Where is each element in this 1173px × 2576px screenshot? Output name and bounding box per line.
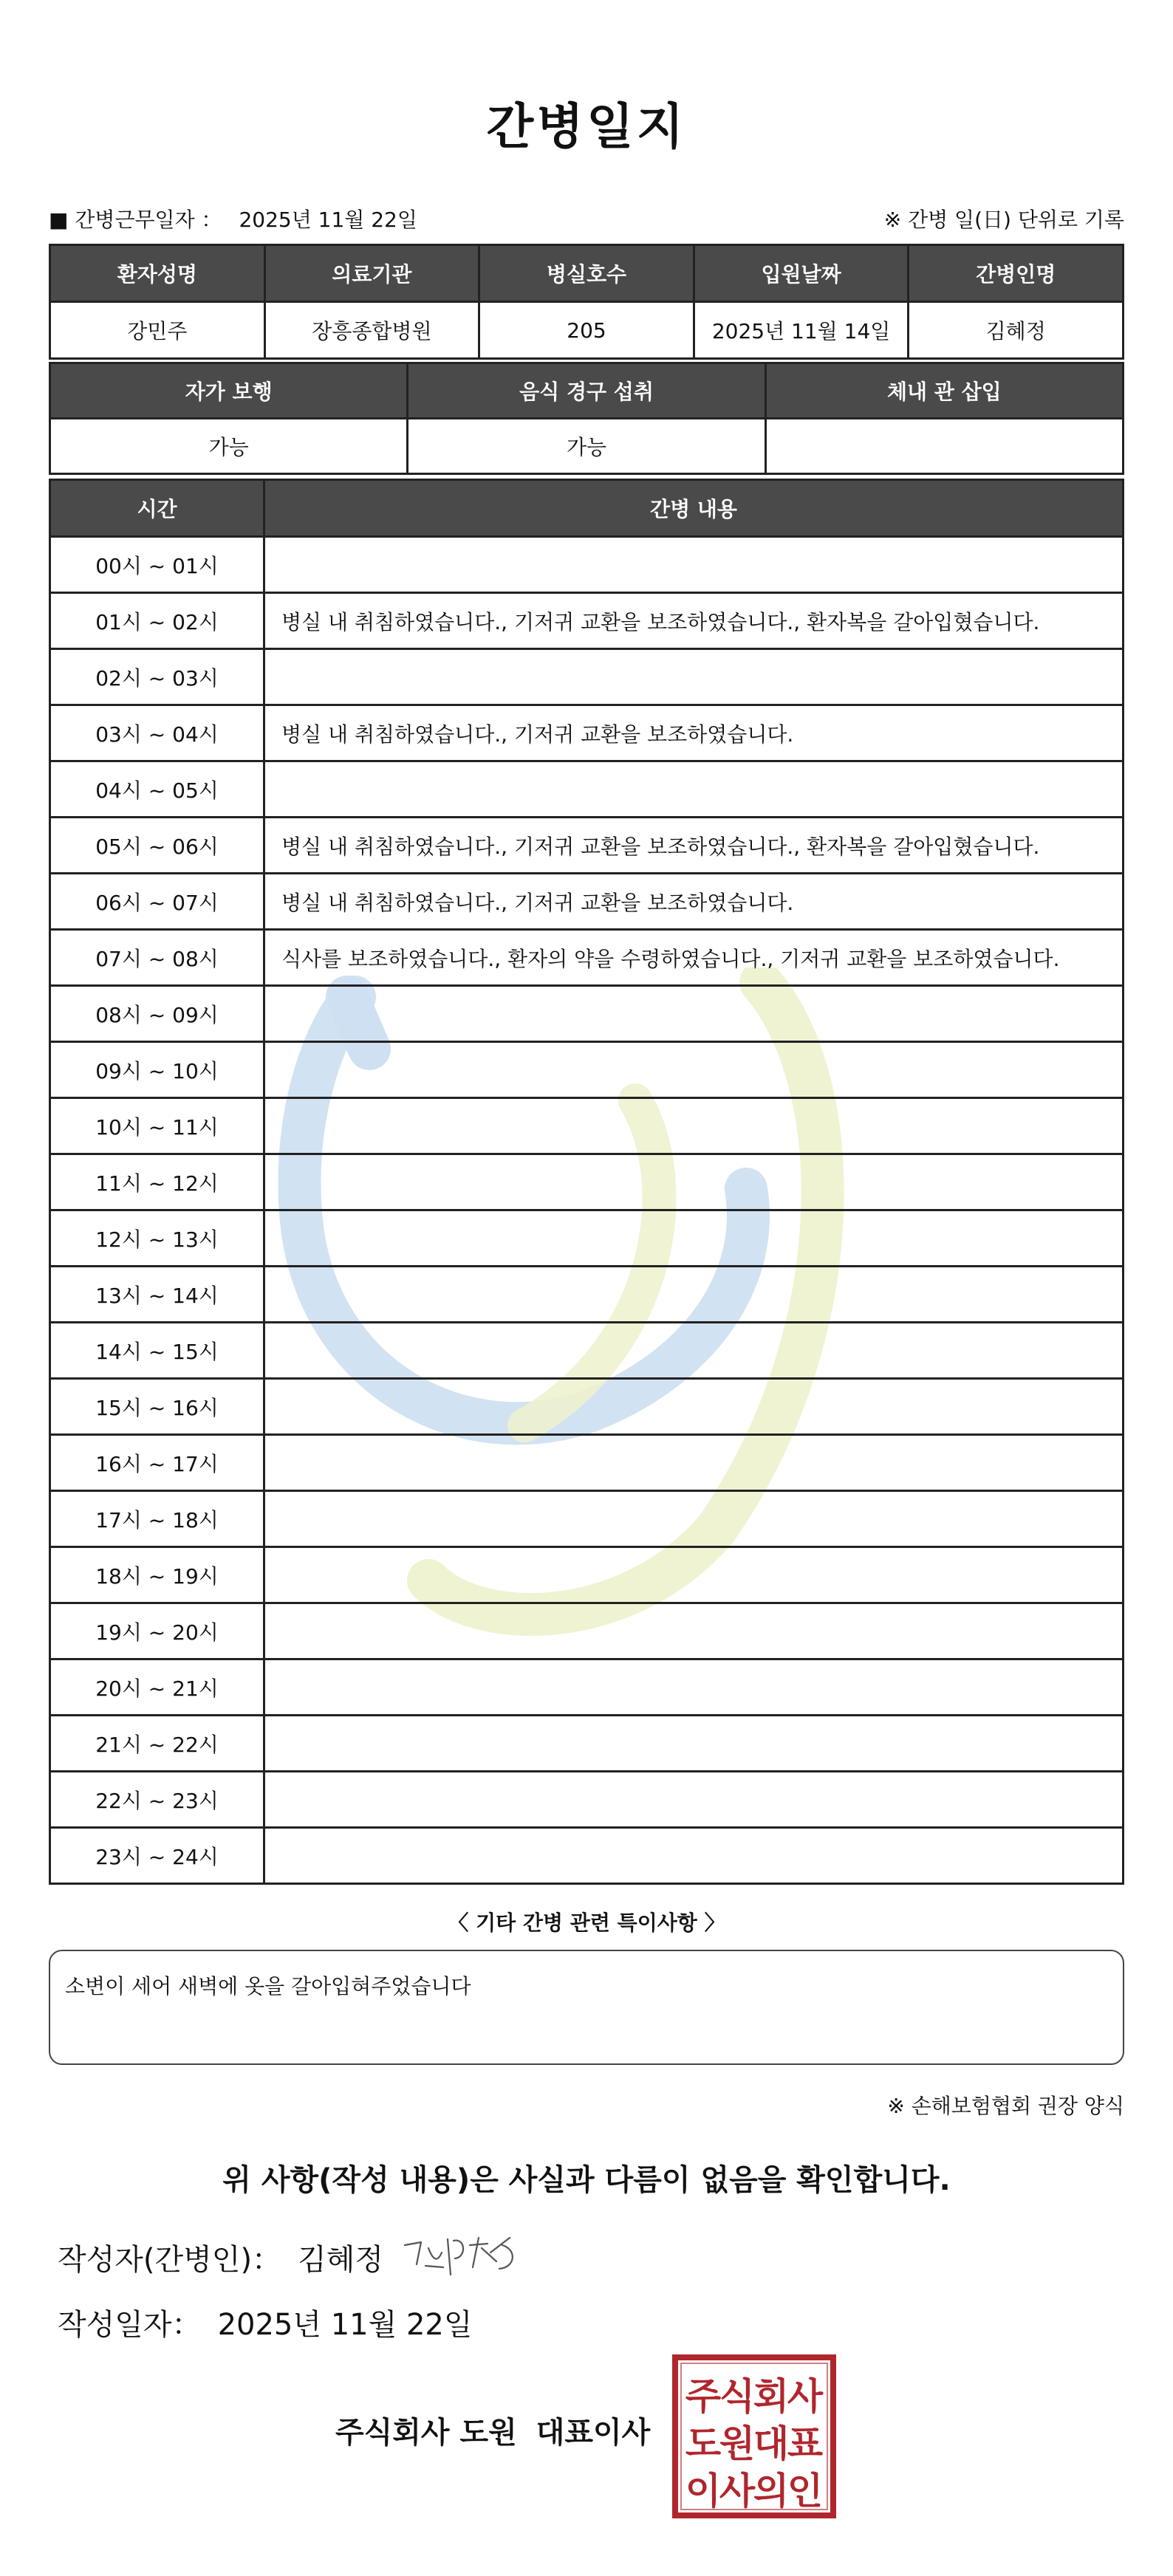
company-name: 주식회사 도원 xyxy=(335,2416,517,2450)
hospital-name: 장흥종합병원 xyxy=(264,302,479,359)
company-signoff xyxy=(335,2409,650,2451)
patient-info-header-row xyxy=(50,245,1124,302)
care-log-time: 20시 ~ 21시 xyxy=(50,1659,264,1716)
care-log-content xyxy=(264,1435,1124,1491)
care-log-header-row xyxy=(50,480,1124,537)
notes-text: 소변이 세어 새벽에 옷을 갈아입혀주었습니다 xyxy=(65,1974,471,1998)
care-log-content xyxy=(264,1098,1124,1154)
care-log-row xyxy=(50,1323,1124,1379)
care-log-row xyxy=(50,761,1124,818)
care-log-time: 13시 ~ 14시 xyxy=(50,1267,264,1323)
care-log-table xyxy=(49,479,1124,1885)
seal-character: 표 xyxy=(787,2422,824,2465)
care-log-row xyxy=(50,1154,1124,1210)
record-unit-note: ※ 간병 일(日) 단위로 기록 xyxy=(883,208,1124,232)
company-seal-stamp xyxy=(671,2353,838,2520)
room-number: 205 xyxy=(479,302,694,359)
care-log-row xyxy=(50,705,1124,761)
care-log-content xyxy=(264,537,1124,593)
care-log-row xyxy=(50,1547,1124,1603)
care-log-row xyxy=(50,1210,1124,1267)
care-log-row xyxy=(50,1603,1124,1659)
care-log-content xyxy=(264,1379,1124,1435)
header-time: 시간 xyxy=(50,480,264,537)
care-log-content xyxy=(264,1323,1124,1379)
care-log-content xyxy=(264,986,1124,1042)
care-log-content xyxy=(264,1659,1124,1716)
care-log-content xyxy=(264,1154,1124,1210)
writer-label: 작성자(간병인)： xyxy=(58,2243,282,2277)
company-representative: 대표이사 xyxy=(536,2416,651,2450)
care-log-row xyxy=(50,649,1124,705)
care-log-row xyxy=(50,1267,1124,1323)
care-log-content xyxy=(264,761,1124,818)
care-log-content xyxy=(264,1491,1124,1547)
care-log-row xyxy=(50,537,1124,593)
admission-date: 2025년 11월 14일 xyxy=(694,302,909,359)
care-log-row xyxy=(50,1098,1124,1154)
seal-character: 식 xyxy=(719,2375,756,2418)
care-log-content xyxy=(264,1547,1124,1603)
condition-value-row xyxy=(50,419,1124,474)
care-log-time: 03시 ~ 04시 xyxy=(50,705,264,761)
seal-character: 사 xyxy=(787,2375,824,2418)
self-walking-value: 가능 xyxy=(50,419,408,474)
patient-info-table xyxy=(49,244,1124,360)
confirmation-statement: 위 사항(작성 내용)은 사실과 다름이 없음을 확인합니다. xyxy=(222,2163,951,2197)
care-log-time: 09시 ~ 10시 xyxy=(50,1042,264,1098)
care-log-time: 23시 ~ 24시 xyxy=(50,1828,264,1884)
caregiver-name: 김혜정 xyxy=(909,302,1124,359)
care-log-time: 16시 ~ 17시 xyxy=(50,1435,264,1491)
care-log-row xyxy=(50,593,1124,649)
work-date-label: ■ 간병근무일자 ： xyxy=(49,208,222,232)
seal-character: 주 xyxy=(685,2375,722,2418)
care-log-row xyxy=(50,874,1124,930)
written-date-line xyxy=(58,2301,473,2343)
work-date-value: 2025년 11월 22일 xyxy=(239,208,417,232)
care-log-row xyxy=(50,1379,1124,1435)
seal-character: 인 xyxy=(787,2470,824,2512)
care-log-content: 병실 내 취침하였습니다., 기저귀 교환을 보조하였습니다. xyxy=(264,874,1124,930)
seal-character: 의 xyxy=(753,2470,790,2512)
care-log-content xyxy=(264,1772,1124,1828)
notes-box xyxy=(49,1950,1124,2065)
care-log-time: 11시 ~ 12시 xyxy=(50,1154,264,1210)
care-log-time: 05시 ~ 06시 xyxy=(50,818,264,874)
care-log-time: 01시 ~ 02시 xyxy=(50,593,264,649)
care-log-content xyxy=(264,1716,1124,1772)
oral-intake-value: 가능 xyxy=(408,419,765,474)
care-log-content xyxy=(264,649,1124,705)
header-patient-name: 환자성명 xyxy=(50,245,265,302)
document-title: 간병일지 xyxy=(486,98,687,155)
recommended-form-note: ※ 손해보험협회 권장 양식 xyxy=(887,2094,1124,2118)
care-log-time: 18시 ~ 19시 xyxy=(50,1547,264,1603)
care-log-time: 15시 ~ 16시 xyxy=(50,1379,264,1435)
written-date-value: 2025년 11월 22일 xyxy=(217,2308,473,2342)
care-log-content xyxy=(264,1828,1124,1884)
seal-character: 대 xyxy=(753,2422,790,2465)
care-log-time: 06시 ~ 07시 xyxy=(50,874,264,930)
care-log-time: 02시 ~ 03시 xyxy=(50,649,264,705)
care-log-time: 00시 ~ 01시 xyxy=(50,537,264,593)
care-log-time: 04시 ~ 05시 xyxy=(50,761,264,818)
care-log-time: 07시 ~ 08시 xyxy=(50,930,264,986)
care-log-time: 10시 ~ 11시 xyxy=(50,1098,264,1154)
care-log-row xyxy=(50,1042,1124,1098)
care-log-content: 병실 내 취침하였습니다., 기저귀 교환을 보조하였습니다., 환자복을 갈아입혔습니다. xyxy=(264,818,1124,874)
care-log-row xyxy=(50,930,1124,986)
care-log-content: 식사를 보조하였습니다., 환자의 약을 수령하였습니다., 기저귀 교환을 보조하였습니다. xyxy=(264,930,1124,986)
care-log-row xyxy=(50,986,1124,1042)
care-log-content xyxy=(264,1267,1124,1323)
header-care-content: 간병 내용 xyxy=(264,480,1124,537)
header-tube-insertion: 체내 관 삽입 xyxy=(765,363,1123,419)
care-log-row xyxy=(50,1659,1124,1716)
patient-name: 강민주 xyxy=(50,302,265,359)
care-log-row xyxy=(50,1435,1124,1491)
care-log-time: 17시 ~ 18시 xyxy=(50,1491,264,1547)
care-log-row xyxy=(50,1491,1124,1547)
header-admission-date: 입원날짜 xyxy=(694,245,909,302)
care-log-time: 19시 ~ 20시 xyxy=(50,1603,264,1659)
care-log-content xyxy=(264,1210,1124,1267)
writer-name: 김혜정 xyxy=(298,2243,383,2277)
header-self-walking: 자가 보행 xyxy=(50,363,408,419)
care-log-row xyxy=(50,1828,1124,1884)
seal-character: 회 xyxy=(753,2375,790,2418)
header-oral-intake: 음식 경구 섭취 xyxy=(408,363,765,419)
handwritten-signature xyxy=(399,2223,524,2282)
notes-title: 〈 기타 간병 관련 특이사항 〉 xyxy=(448,1911,725,1935)
care-log-time: 12시 ~ 13시 xyxy=(50,1210,264,1267)
care-log-time: 22시 ~ 23시 xyxy=(50,1772,264,1828)
care-log-row xyxy=(50,818,1124,874)
header-room-number: 병실호수 xyxy=(479,245,694,302)
patient-info-value-row xyxy=(50,302,1124,359)
care-log-time: 14시 ~ 15시 xyxy=(50,1323,264,1379)
seal-character: 사 xyxy=(719,2470,756,2512)
header-hospital: 의료기관 xyxy=(264,245,479,302)
seal-character: 원 xyxy=(719,2422,756,2465)
care-log-time: 08시 ~ 09시 xyxy=(50,986,264,1042)
seal-character: 도 xyxy=(685,2422,722,2465)
condition-header-row xyxy=(50,363,1124,419)
care-log-content xyxy=(264,1603,1124,1659)
header-caregiver-name: 간병인명 xyxy=(909,245,1124,302)
work-date-line xyxy=(49,204,417,233)
written-date-label: 작성일자： xyxy=(58,2308,202,2342)
care-log-content xyxy=(264,1042,1124,1098)
tube-insertion-value xyxy=(765,419,1123,474)
care-log-content: 병실 내 취침하였습니다., 기저귀 교환을 보조하였습니다. xyxy=(264,705,1124,761)
seal-character: 이 xyxy=(685,2470,722,2512)
care-log-row xyxy=(50,1772,1124,1828)
care-log-time: 21시 ~ 22시 xyxy=(50,1716,264,1772)
care-log-row xyxy=(50,1716,1124,1772)
writer-line xyxy=(58,2236,383,2278)
care-log-content: 병실 내 취침하였습니다., 기저귀 교환을 보조하였습니다., 환자복을 갈아입혔습니다. xyxy=(264,593,1124,649)
patient-condition-table xyxy=(49,362,1124,475)
